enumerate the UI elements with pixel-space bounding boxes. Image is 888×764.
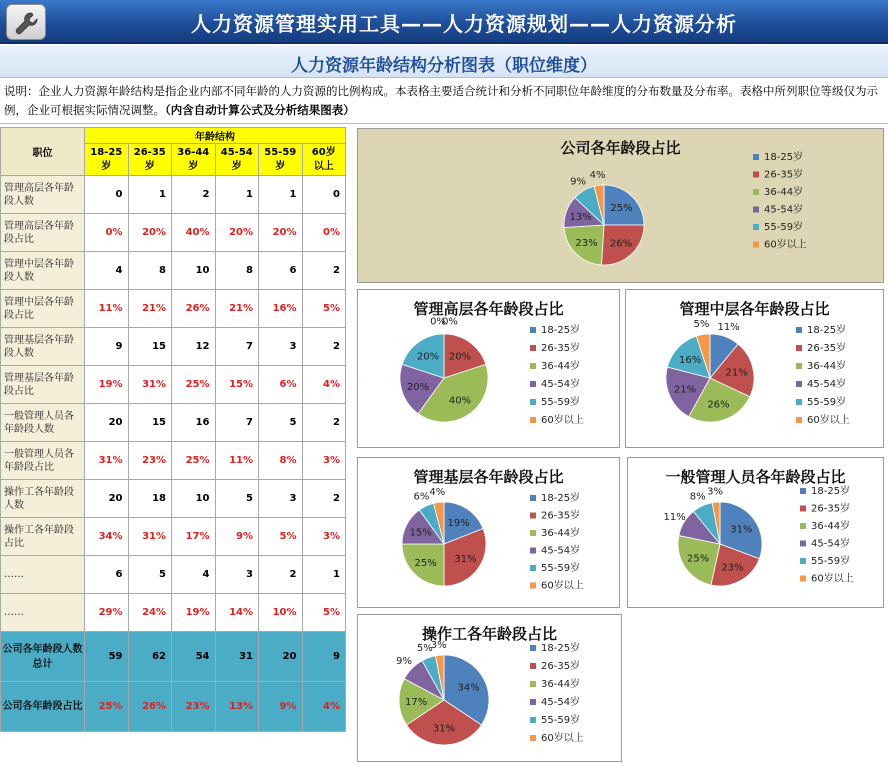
slice-label: 23% (575, 238, 598, 250)
age-header (259, 144, 303, 176)
pie-chart (358, 615, 623, 763)
percent-cell[interactable]: 0% (302, 214, 346, 252)
legend-swatch (530, 717, 536, 723)
slice-label: 6% (413, 491, 430, 503)
row-label: …… (1, 556, 85, 594)
legend-label: 55-59岁 (541, 397, 581, 408)
table-row (1, 404, 346, 442)
count-cell[interactable]: 3 (215, 556, 259, 594)
legend-swatch (796, 363, 802, 369)
table-row (1, 176, 346, 214)
subtitle-bar (0, 46, 888, 78)
description-bold: （内含自动计算公式及分析结果图表） (165, 103, 355, 117)
page-subtitle: 人力资源年龄结构分析图表（职位维度） (291, 56, 597, 76)
percent-cell[interactable]: 4% (302, 682, 346, 732)
slice-label: 11% (663, 512, 686, 524)
slice-label: 26% (609, 238, 633, 250)
percent-cell[interactable]: 3% (302, 518, 346, 556)
age-group-header: 年龄结构 (85, 128, 346, 144)
legend-swatch (753, 154, 759, 160)
pie-chart (358, 458, 621, 609)
percent-cell[interactable]: 25% (85, 682, 129, 732)
slice-label: 3% (707, 486, 723, 498)
percent-cell[interactable]: 31% (128, 366, 172, 404)
row-label: 一般管理人员各年龄段占比 (1, 442, 85, 480)
legend-label: 60岁以上 (811, 573, 854, 585)
age-header (302, 144, 346, 176)
description (0, 80, 888, 124)
legend-label: 26-35岁 (541, 510, 581, 522)
count-cell[interactable]: 2 (259, 556, 303, 594)
slice-label: 26% (707, 399, 730, 411)
slice-label: 25% (414, 557, 437, 569)
age-header-line2: 岁 (144, 160, 155, 172)
chart-title: 管理中层各年龄段占比 (679, 300, 830, 318)
legend-swatch (530, 513, 536, 519)
percent-cell[interactable]: 23% (172, 682, 216, 732)
legend-swatch (753, 207, 759, 213)
slice-label: 4% (589, 169, 606, 181)
row-label: 管理高层各年龄段人数 (1, 176, 85, 214)
slice-label: 3% (430, 639, 447, 651)
table-row (1, 252, 346, 290)
percent-cell[interactable]: 5% (259, 518, 303, 556)
legend-swatch (530, 363, 536, 369)
legend-label: 26-35岁 (807, 343, 847, 354)
legend-label: 18-25岁 (541, 643, 581, 654)
percent-cell[interactable]: 10% (259, 594, 303, 632)
percent-cell[interactable]: 19% (85, 366, 129, 404)
age-header-line1: 45-54 (220, 146, 253, 158)
legend-label: 55-59岁 (541, 715, 581, 726)
count-cell[interactable]: 5 (128, 556, 172, 594)
row-label: 管理基层各年龄段人数 (1, 328, 85, 366)
table-row (1, 328, 346, 366)
chart-panel-general-staff[interactable] (627, 457, 884, 608)
legend-swatch (796, 327, 802, 333)
count-cell[interactable]: 2 (302, 328, 346, 366)
legend-label: 18-25岁 (811, 486, 851, 497)
page-title: 人力资源管理实用工具——人力资源规划——人力资源分析 (191, 12, 737, 36)
count-cell[interactable]: 1 (128, 176, 172, 214)
percent-cell[interactable]: 16% (259, 290, 303, 328)
slice-label: 25% (610, 202, 633, 214)
slice-label: 20% (448, 351, 472, 363)
percent-cell[interactable]: 21% (128, 290, 172, 328)
slice-label: 9% (570, 176, 586, 188)
table-row (1, 480, 346, 518)
count-cell[interactable]: 10 (172, 252, 216, 290)
legend-label: 18-25岁 (764, 152, 804, 163)
legend-swatch (530, 345, 536, 351)
age-header-line2: 岁 (101, 160, 112, 172)
position-header: 职位 (1, 128, 85, 176)
description-text: 说明：企业人力资源年龄结构是指企业内部不同年龄的人力资源的比例构成。本表格主要适合统计和分析不同职位年龄维度的分布数量及分布率。表格中所列职位等级仅为示例，企业可根据实际情况调整。 (4, 84, 878, 117)
count-cell[interactable]: 16 (172, 404, 216, 442)
count-cell[interactable]: 6 (259, 252, 303, 290)
count-cell[interactable]: 20 (85, 480, 129, 518)
row-label: 公司各年龄段占比 (1, 682, 85, 732)
age-header (172, 144, 216, 176)
legend-label: 45-54岁 (541, 545, 581, 557)
slice-label: 20% (406, 381, 430, 393)
table-row (1, 442, 346, 480)
slice-label: 34% (457, 682, 480, 694)
percent-cell[interactable]: 15% (215, 366, 259, 404)
table-row (1, 518, 346, 556)
percent-cell[interactable]: 4% (302, 366, 346, 404)
count-cell[interactable]: 2 (302, 252, 346, 290)
age-header-line1: 18-25 (90, 146, 123, 158)
count-cell[interactable]: 31 (215, 632, 259, 682)
table-row (1, 290, 346, 328)
legend-swatch (530, 681, 536, 687)
slice-label: 31% (432, 723, 456, 735)
legend-swatch (796, 381, 802, 387)
slice-label: 31% (454, 554, 477, 566)
age-header-line1: 60岁 (311, 146, 336, 158)
slice-label: 21% (725, 367, 748, 379)
count-cell[interactable]: 59 (85, 632, 129, 682)
slice-label: 17% (405, 696, 428, 708)
count-cell[interactable]: 8 (128, 252, 172, 290)
legend-swatch (796, 417, 802, 423)
count-cell[interactable]: 5 (215, 480, 259, 518)
slice-label: 20% (416, 351, 440, 363)
legend-swatch (753, 224, 759, 230)
percent-cell[interactable]: 9% (215, 518, 259, 556)
chart-title: 管理基层各年龄段占比 (413, 468, 564, 486)
percent-cell[interactable]: 9% (259, 682, 303, 732)
percent-cell[interactable]: 11% (85, 290, 129, 328)
legend-swatch (530, 645, 536, 651)
legend-label: 26-35岁 (541, 343, 581, 354)
percent-cell[interactable]: 11% (215, 442, 259, 480)
count-cell[interactable]: 2 (302, 480, 346, 518)
wrench-icon (14, 10, 40, 36)
legend-label: 36-44岁 (764, 187, 804, 198)
age-header-line2: 岁 (188, 160, 199, 172)
legend-swatch (800, 523, 806, 529)
count-cell[interactable]: 20 (259, 632, 303, 682)
tools-button[interactable] (6, 4, 46, 40)
legend-label: 26-35岁 (811, 503, 851, 515)
count-cell[interactable]: 20 (85, 404, 129, 442)
row-label: …… (1, 594, 85, 632)
slice-label: 16% (678, 354, 702, 366)
age-header (215, 144, 259, 176)
table-row (1, 594, 346, 632)
slice-label: 23% (721, 562, 744, 574)
legend-swatch (530, 663, 536, 669)
chart-panel-middle-mgmt[interactable] (625, 289, 884, 448)
percent-cell[interactable]: 25% (172, 366, 216, 404)
count-cell[interactable]: 3 (259, 480, 303, 518)
legend-label: 18-25岁 (807, 325, 847, 336)
percent-cell[interactable]: 34% (85, 518, 129, 556)
row-label: 管理基层各年龄段占比 (1, 366, 85, 404)
legend-label: 60岁以上 (541, 580, 584, 592)
count-cell[interactable]: 0 (85, 176, 129, 214)
legend-label: 45-54岁 (764, 204, 804, 216)
legend-label: 60岁以上 (541, 733, 584, 744)
count-cell[interactable]: 2 (302, 404, 346, 442)
row-label: 操作工各年龄段人数 (1, 480, 85, 518)
pie-chart (626, 290, 885, 449)
percent-cell[interactable]: 14% (215, 594, 259, 632)
percent-cell[interactable]: 20% (259, 214, 303, 252)
table-row (1, 632, 346, 682)
legend-label: 36-44岁 (541, 679, 581, 690)
percent-cell[interactable]: 26% (128, 682, 172, 732)
legend-label: 45-54岁 (807, 379, 847, 390)
legend-swatch (530, 327, 536, 333)
slice-label: 40% (448, 395, 472, 407)
count-cell[interactable]: 54 (172, 632, 216, 682)
percent-cell[interactable]: 17% (172, 518, 216, 556)
legend-swatch (530, 699, 536, 705)
count-cell[interactable]: 1 (259, 176, 303, 214)
slice-label: 11% (717, 321, 740, 333)
age-header (128, 144, 172, 176)
percent-cell[interactable]: 20% (128, 214, 172, 252)
pie-chart (358, 129, 885, 284)
percent-cell[interactable]: 24% (128, 594, 172, 632)
chart-panel-operators[interactable] (357, 614, 622, 762)
legend-label: 60岁以上 (541, 415, 584, 426)
percent-cell[interactable]: 13% (215, 682, 259, 732)
legend-swatch (800, 506, 806, 512)
legend-label: 45-54岁 (811, 538, 851, 550)
age-header-line2: 岁 (231, 160, 242, 172)
row-label: 一般管理人员各年龄段人数 (1, 404, 85, 442)
legend-swatch (530, 583, 536, 589)
percent-cell[interactable]: 26% (172, 290, 216, 328)
legend-label: 55-59岁 (541, 563, 581, 574)
legend-swatch (753, 189, 759, 195)
count-cell[interactable]: 62 (128, 632, 172, 682)
legend-label: 36-44岁 (811, 521, 851, 532)
age-header-line2: 岁 (275, 160, 286, 172)
slice-label: 5% (416, 642, 433, 654)
slice-label: 19% (447, 517, 470, 529)
age-structure-table (0, 127, 346, 732)
count-cell[interactable]: 1 (302, 556, 346, 594)
age-header-line1: 55-59 (264, 146, 297, 158)
row-label: 操作工各年龄段占比 (1, 518, 85, 556)
legend-label: 55-59岁 (807, 397, 847, 408)
legend-swatch (800, 558, 806, 564)
count-cell[interactable]: 0 (302, 176, 346, 214)
table-row (1, 556, 346, 594)
age-header-line2: 以上 (313, 160, 334, 172)
count-cell[interactable]: 1 (215, 176, 259, 214)
legend-swatch (796, 345, 802, 351)
percent-cell[interactable]: 29% (85, 594, 129, 632)
percent-cell[interactable]: 5% (302, 290, 346, 328)
chart-title: 管理高层各年龄段占比 (413, 300, 564, 318)
legend-swatch (796, 399, 802, 405)
chart-panel-senior-mgmt[interactable] (357, 289, 620, 448)
row-label: 管理中层各年龄段人数 (1, 252, 85, 290)
age-header-line1: 36-44 (177, 146, 210, 158)
row-label: 公司各年龄段人数总计 (1, 632, 85, 682)
chart-title: 公司各年龄段占比 (560, 139, 681, 157)
count-cell[interactable]: 15 (128, 404, 172, 442)
legend-label: 55-59岁 (811, 556, 851, 567)
count-cell[interactable]: 12 (172, 328, 216, 366)
slice-label: 4% (429, 486, 446, 498)
table-row (1, 682, 346, 732)
legend-swatch (530, 735, 536, 741)
legend-label: 36-44岁 (541, 361, 581, 372)
count-cell[interactable]: 2 (172, 176, 216, 214)
slice-label: 0% (442, 316, 458, 328)
legend-swatch (530, 548, 536, 554)
slice-label: 0% (430, 316, 446, 328)
count-cell[interactable]: 9 (85, 328, 129, 366)
slice-label: 9% (396, 656, 413, 668)
percent-cell[interactable]: 31% (85, 442, 129, 480)
legend-label: 45-54岁 (541, 379, 581, 390)
table-row (1, 366, 346, 404)
slice-label: 8% (689, 491, 706, 503)
count-cell[interactable]: 7 (215, 404, 259, 442)
percent-cell[interactable]: 8% (259, 442, 303, 480)
table-row (1, 214, 346, 252)
count-cell[interactable]: 4 (172, 556, 216, 594)
legend-swatch (800, 576, 806, 582)
pie-chart (358, 290, 621, 449)
legend-swatch (530, 417, 536, 423)
slice-label: 5% (693, 319, 710, 331)
percent-cell[interactable]: 23% (128, 442, 172, 480)
row-label: 管理中层各年龄段占比 (1, 290, 85, 328)
legend-label: 18-25岁 (541, 493, 581, 504)
legend-label: 60岁以上 (807, 415, 850, 426)
count-cell[interactable]: 6 (85, 556, 129, 594)
legend-label: 18-25岁 (541, 325, 581, 336)
legend-label: 26-35岁 (764, 169, 804, 181)
legend-label: 45-54岁 (541, 697, 581, 708)
slice-label: 13% (569, 212, 592, 224)
count-cell[interactable]: 9 (302, 632, 346, 682)
legend-swatch (530, 530, 536, 536)
legend-swatch (800, 541, 806, 547)
slice-label: 25% (687, 553, 710, 565)
chart-panel-junior-mgmt[interactable] (357, 457, 620, 608)
chart-title: 一般管理人员各年龄段占比 (665, 468, 846, 486)
count-cell[interactable]: 4 (85, 252, 129, 290)
percent-cell[interactable]: 40% (172, 214, 216, 252)
legend-swatch (753, 172, 759, 178)
app-header (0, 0, 888, 44)
count-cell[interactable]: 7 (215, 328, 259, 366)
count-cell[interactable]: 3 (259, 328, 303, 366)
chart-panel-company[interactable] (357, 128, 884, 283)
legend-label: 36-44岁 (541, 528, 581, 539)
age-header-line1: 26-35 (133, 146, 166, 158)
legend-swatch (530, 399, 536, 405)
count-cell[interactable]: 10 (172, 480, 216, 518)
slice-label: 15% (409, 527, 432, 539)
legend-label: 60岁以上 (764, 239, 807, 251)
count-cell[interactable]: 15 (128, 328, 172, 366)
percent-cell[interactable]: 31% (128, 518, 172, 556)
legend-label: 36-44岁 (807, 361, 847, 372)
percent-cell[interactable]: 5% (302, 594, 346, 632)
row-label: 管理高层各年龄段占比 (1, 214, 85, 252)
pie-chart (628, 458, 885, 609)
percent-cell[interactable]: 6% (259, 366, 303, 404)
chart-title: 操作工各年龄段占比 (421, 625, 557, 643)
percent-cell[interactable]: 3% (302, 442, 346, 480)
percent-cell[interactable]: 0% (85, 214, 129, 252)
slice-label: 31% (730, 524, 753, 536)
legend-swatch (753, 242, 759, 248)
legend-swatch (530, 495, 536, 501)
percent-cell[interactable]: 20% (215, 214, 259, 252)
legend-swatch (530, 381, 536, 387)
slice-label: 21% (673, 384, 697, 396)
count-cell[interactable]: 8 (215, 252, 259, 290)
legend-label: 55-59岁 (764, 222, 804, 233)
percent-cell[interactable]: 19% (172, 594, 216, 632)
legend-swatch (800, 488, 806, 494)
percent-cell[interactable]: 21% (215, 290, 259, 328)
count-cell[interactable]: 18 (128, 480, 172, 518)
age-header (85, 144, 129, 176)
percent-cell[interactable]: 25% (172, 442, 216, 480)
legend-swatch (530, 565, 536, 571)
count-cell[interactable]: 5 (259, 404, 303, 442)
legend-label: 26-35岁 (541, 661, 581, 672)
